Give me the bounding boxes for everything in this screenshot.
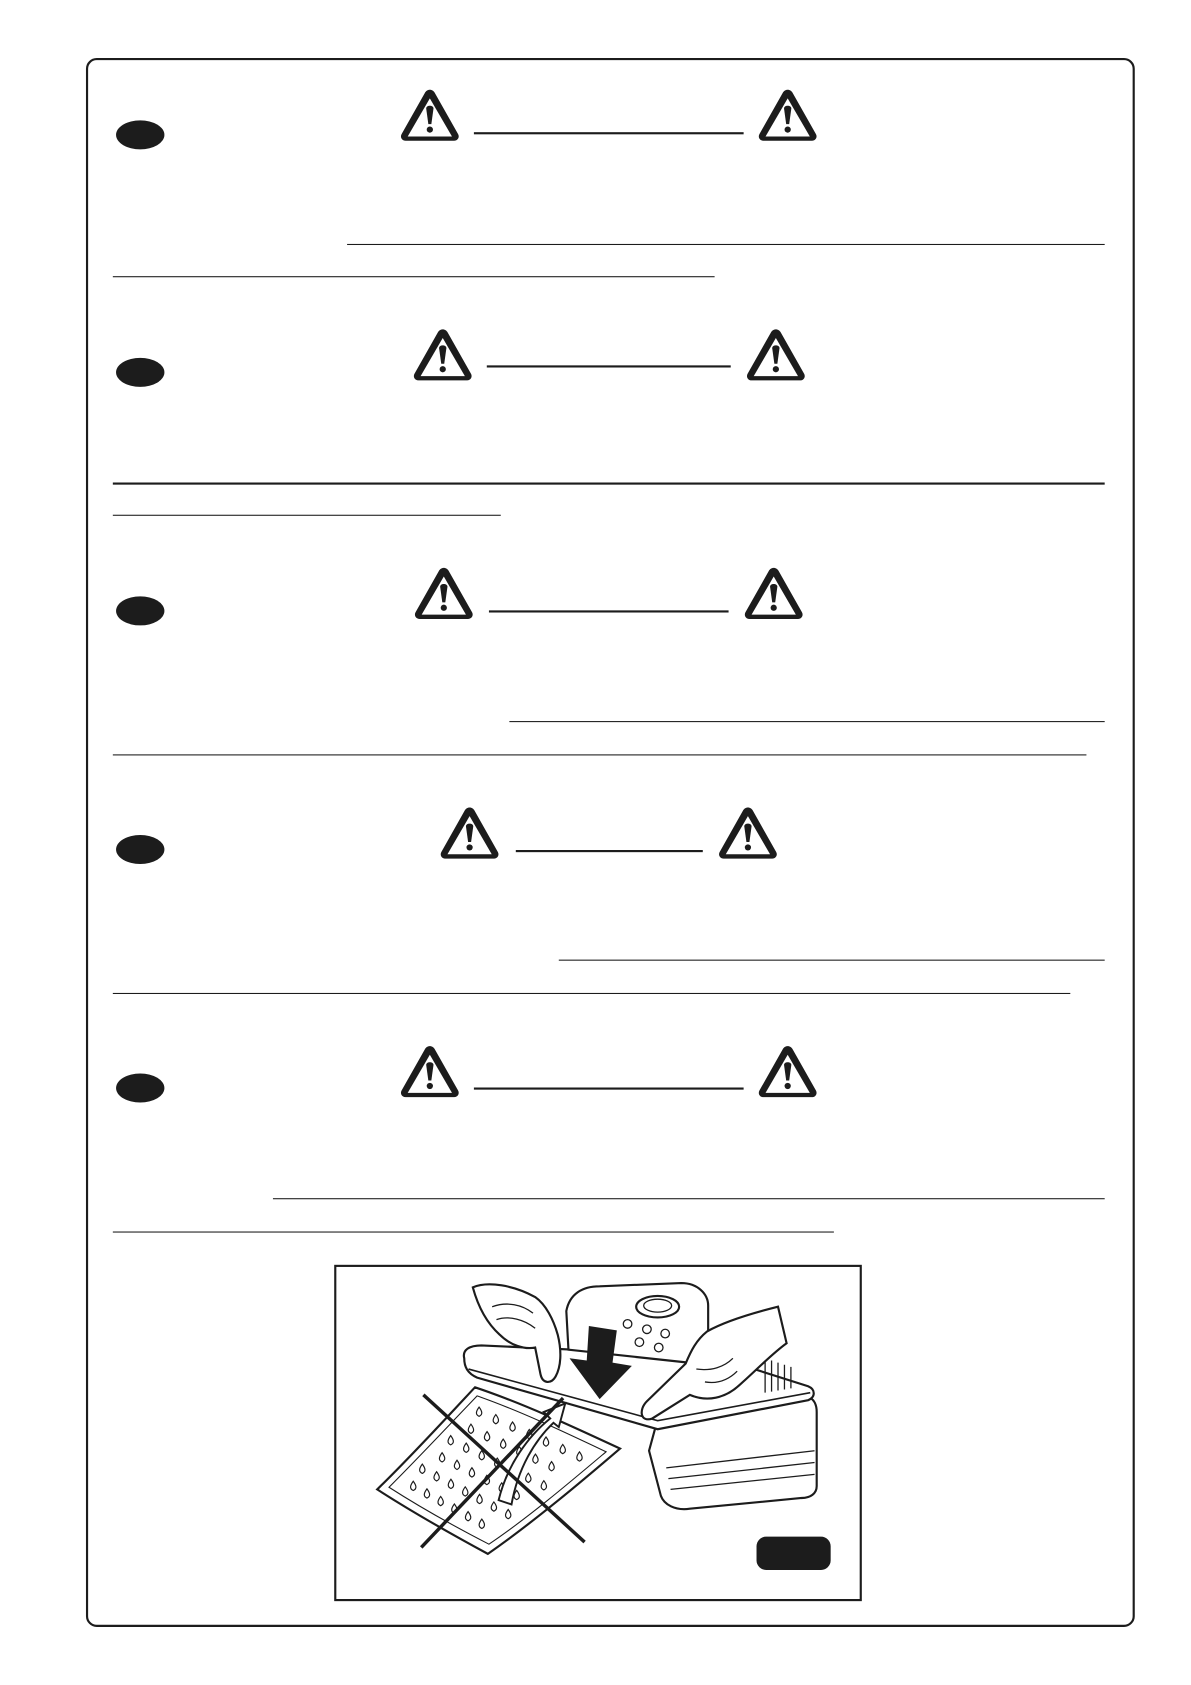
exclamation-dot: [773, 366, 779, 372]
illustration-box: [334, 1265, 862, 1601]
warning-triangle-graphic: [400, 1045, 460, 1099]
warning-triangle-graphic: [440, 806, 500, 860]
text-rule: [509, 721, 1104, 722]
control-button-icon: [661, 1329, 670, 1338]
warning-triangle-icon: [744, 566, 804, 620]
text-rule: [113, 515, 501, 516]
text-rule: [113, 1231, 834, 1232]
warning-triangle-graphic: [413, 328, 473, 382]
language-badge: [116, 358, 164, 387]
warning-triangle-icon: [440, 806, 500, 860]
exclamation-dot: [785, 1083, 791, 1089]
language-badge: [116, 120, 164, 149]
text-rule: [113, 276, 715, 277]
exclamation-dot: [785, 126, 791, 132]
warning-triangle-icon: [414, 566, 474, 620]
control-button-icon: [643, 1325, 652, 1334]
text-rule: [347, 244, 1105, 245]
text-rule: [113, 482, 1105, 484]
warning-triangle-graphic: [758, 1045, 818, 1099]
exclamation-dot: [771, 605, 777, 611]
language-badge: [116, 596, 164, 625]
warning-heading-line: [474, 132, 744, 134]
control-button-icon: [654, 1343, 663, 1352]
exclamation-dot: [466, 844, 472, 850]
warning-triangle-icon: [400, 88, 460, 142]
exclamation-dot: [745, 844, 751, 850]
text-rule: [113, 993, 1070, 994]
exclamation-dot: [440, 366, 446, 372]
text-rule: [113, 754, 1087, 755]
warning-triangle-graphic: [400, 88, 460, 142]
warning-heading-line: [474, 1087, 744, 1089]
warning-triangle-icon: [758, 1045, 818, 1099]
exclamation-dot: [441, 605, 447, 611]
warning-triangle-icon: [413, 328, 473, 382]
warning-triangle-graphic: [744, 566, 804, 620]
vacuum-sealer-illustration: [336, 1267, 859, 1599]
black-rounded-badge: [757, 1537, 831, 1570]
exclamation-dot: [427, 126, 433, 132]
language-badge: [116, 1074, 164, 1103]
text-rule: [559, 960, 1105, 961]
warning-triangle-icon: [400, 1045, 460, 1099]
warning-triangle-graphic: [758, 88, 818, 142]
warning-triangle-icon: [758, 88, 818, 142]
warning-triangle-graphic: [718, 806, 778, 860]
warning-heading-line: [487, 365, 731, 367]
warning-triangle-icon: [746, 328, 806, 382]
text-rule: [273, 1198, 1105, 1199]
control-button-icon: [635, 1338, 644, 1347]
warning-triangle-icon: [718, 806, 778, 860]
control-button-icon: [623, 1320, 632, 1329]
warning-triangle-graphic: [414, 566, 474, 620]
warning-heading-line: [516, 850, 703, 852]
language-badge: [116, 835, 164, 864]
warning-triangle-graphic: [746, 328, 806, 382]
exclamation-dot: [427, 1083, 433, 1089]
warning-heading-line: [489, 610, 729, 612]
